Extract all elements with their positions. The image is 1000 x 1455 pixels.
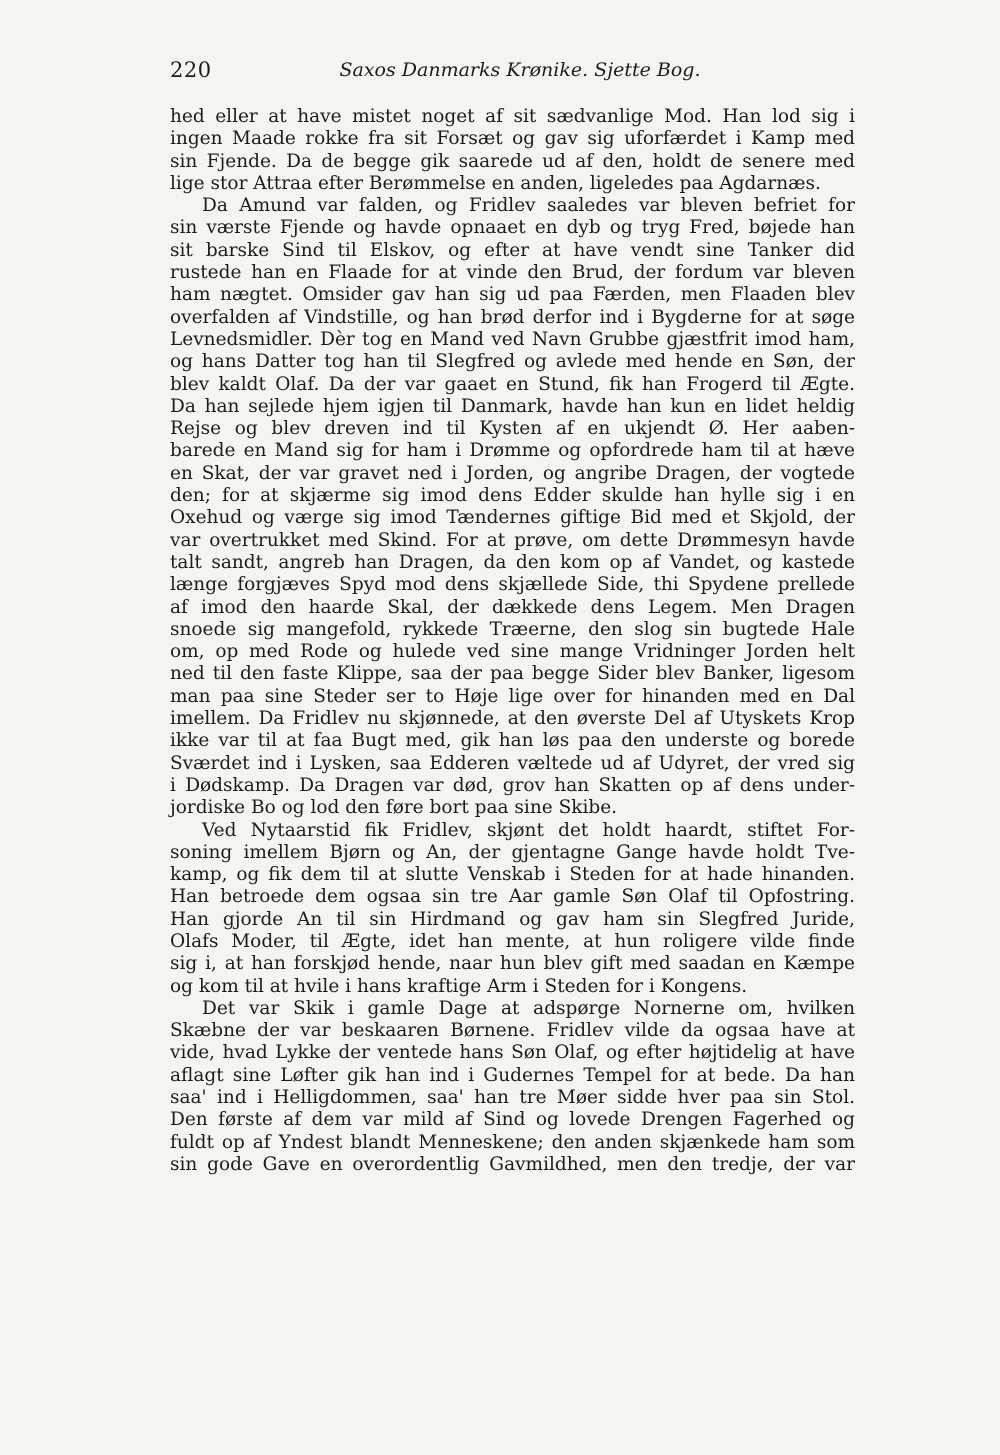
text-line: sin Fjende. Da de begge gik saarede ud af den, holdt de senere med (170, 150, 855, 172)
body-text (170, 106, 855, 1176)
text-line: soning imellem Bjørn og An, der gjentagne Gange havde holdt Tve- (170, 841, 855, 863)
text-line: imellem. Da Fridlev nu skjønnede, at den øverste Del af Utyskets Krop (170, 708, 855, 730)
text-line: Han betroede dem ogsaa sin tre Aar gamle Søn Olaf til Opfostring. (170, 886, 855, 908)
text-line: sin værste Fjende og havde opnaaet en dyb og tryg Fred, bøjede han (170, 217, 855, 239)
text-line: i Dødskamp. Da Dragen var død, grov han Skatten op af dens under- (170, 774, 855, 796)
text-line: Ved Nytaarstid fik Fridlev, skjønt det holdt haardt, stiftet For- (202, 819, 855, 841)
text-line: jordiske Bo og lod den føre bort paa sine Skibe. (170, 797, 618, 819)
text-line: Han gjorde An til sin Hirdmand og gav ham sin Slegfred Juride, (170, 908, 855, 930)
text-line: vide, hvad Lykke der ventede hans Søn Olaf, og efter højtidelig at have (170, 1042, 855, 1064)
text-line: barede en Mand sig for ham i Drømme og opfordrede ham til at hæve (170, 440, 855, 462)
text-line: talt sandt, angreb han Dragen, da den kom op af Vandet, og kastede (170, 551, 855, 573)
text-line: sig i, at han forskjød hende, naar hun blev gift med saadan en Kæmpe (170, 953, 855, 975)
text-line: saa' ind i Helligdommen, saa' han tre Møer sidde hver paa sin Stol. (170, 1087, 855, 1109)
text-line: Det var Skik i gamle Dage at adspørge Nornerne om, hvilken (202, 997, 855, 1019)
text-line: blev kaldt Olaf. Da der var gaaet en Stund, fik han Frogerd til Ægte. (170, 373, 855, 395)
text-line: kamp, og fik dem til at slutte Venskab i Steden for at hade hinanden. (170, 864, 855, 886)
page-number: 220 (170, 58, 212, 82)
running-title: Saxos Danmarks Krønike. Sjette Bog. (339, 59, 701, 81)
text-line: lige stor Attraa efter Berømmelse en anden, ligeledes paa Agdarnæs. (170, 172, 821, 194)
text-line: den; for at skjærme sig imod dens Edder skulde han hylle sig i en (170, 485, 855, 507)
paragraph (170, 195, 855, 819)
text-line: overfalden af Vindstille, og han brød derfor ind i Bygderne for at søge (170, 306, 855, 328)
text-line: Skæbne der var beskaaren Børnene. Fridlev vilde da ogsaa have at (170, 1020, 855, 1042)
text-line: rustede han en Flaade for at vinde den Brud, der fordum var bleven (170, 262, 855, 284)
text-line: af imod den haarde Skal, der dækkede dens Legem. Men Dragen (170, 596, 855, 618)
text-line: Oxehud og værge sig imod Tændernes giftige Bid med et Skjold, der (170, 507, 855, 529)
text-line: Da han sejlede hjem igjen til Danmark, havde han kun en lidet heldig (170, 395, 855, 417)
text-line: man paa sine Steder ser to Høje lige over for hinanden med en Dal (170, 685, 855, 707)
text-line: og hans Datter tog han til Slegfred og avlede med hende en Søn, der (170, 351, 855, 373)
running-head (170, 58, 860, 88)
text-line: Sværdet ind i Lysken, saa Edderen væltede ud af Udyret, der vred sig (170, 752, 855, 774)
paragraph (170, 820, 855, 998)
text-line: ingen Maade rokke fra sit Forsæt og gav sig uforfærdet i Kamp med (170, 128, 855, 150)
text-line: var overtrukket med Skind. For at prøve, om dette Drømmesyn havde (170, 529, 855, 551)
text-line: Den første af dem var mild af Sind og lovede Drengen Fagerhed og (170, 1109, 855, 1131)
text-line: Levnedsmidler. Dèr tog en Mand ved Navn Grubbe gjæstfrit imod ham, (170, 328, 855, 350)
text-line: Olafs Moder, til Ægte, idet han mente, at hun roligere vilde finde (170, 930, 855, 952)
text-line: og kom til at hvile i hans kraftige Arm i Steden for i Kongens. (170, 975, 748, 997)
text-line: om, op med Rode og hulede ved sine mange Vridninger Jorden helt (170, 641, 855, 663)
text-line: aflagt sine Løfter gik han ind i Gudernes Tempel for at bede. Da han (170, 1064, 855, 1086)
text-line: Rejse og blev dreven ind til Kysten af en ukjendt Ø. Her aaben- (170, 418, 855, 440)
text-line: sin gode Gave en overordentlig Gavmildhed, men den tredje, der var (170, 1153, 855, 1175)
text-line: ham nægtet. Omsider gav han sig ud paa Færden, men Flaaden blev (170, 284, 855, 306)
text-line: hed eller at have mistet noget af sit sædvanlige Mod. Han lod sig i (170, 106, 855, 127)
text-line: ikke var til at faa Bugt med, gik han løs paa den underste og borede (170, 730, 855, 752)
text-line: Da Amund var falden, og Fridlev saaledes var bleven befriet for (202, 195, 855, 217)
paragraph (170, 998, 855, 1176)
text-line: fuldt op af Yndest blandt Menneskene; den anden skjænkede ham som (170, 1131, 855, 1153)
paragraph (170, 106, 855, 195)
text-line: længe forgjæves Spyd mod dens skjællede Side, thi Spydene prellede (170, 574, 855, 596)
text-line: ned til den faste Klippe, saa der paa begge Sider blev Banker, ligesom (170, 663, 855, 685)
text-line: en Skat, der var gravet ned i Jorden, og angribe Dragen, der vogtede (170, 462, 855, 484)
text-line: sit barske Sind til Elskov, og efter at have vendt sine Tanker did (170, 239, 855, 261)
text-line: snoede sig mangefold, rykkede Træerne, den slog sin bugtede Hale (170, 618, 855, 640)
